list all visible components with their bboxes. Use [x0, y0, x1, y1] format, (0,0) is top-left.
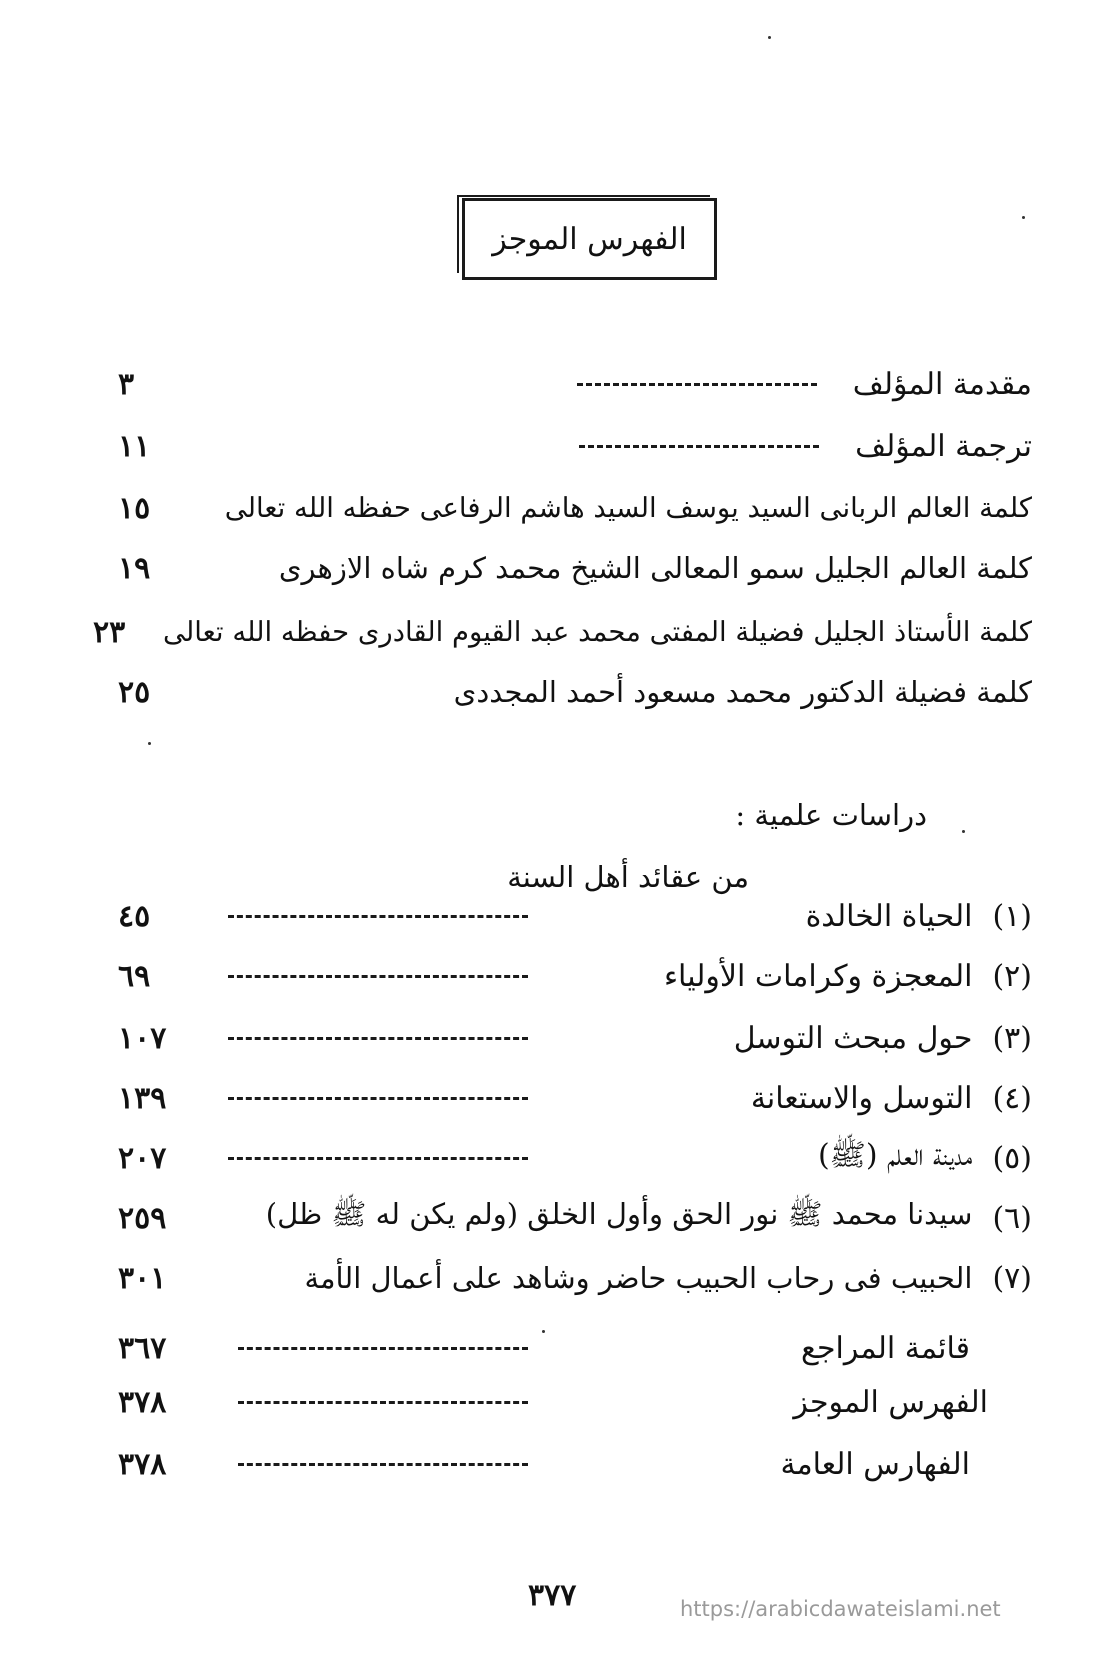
leader-dashes	[228, 1037, 528, 1040]
leader-dashes	[228, 975, 528, 978]
toc-entry-page: ٣	[118, 366, 135, 402]
toc-entry-label: كلمة العالم الجليل سمو المعالى الشيخ محمد كرم شاه الازهرى	[278, 551, 1032, 585]
scan-speck	[148, 742, 151, 745]
toc-section-label: المعجزة وكرامات الأولياء	[663, 958, 973, 994]
toc-entry-page: ١١	[118, 428, 151, 464]
toc-section-page: ٤٥	[118, 898, 151, 934]
toc-section-label: الحياة الخالدة	[805, 898, 973, 934]
toc-section-number: (١)	[992, 898, 1032, 934]
scan-speck	[542, 1330, 545, 1333]
toc-section-number: (٥)	[992, 1140, 1032, 1176]
toc-entry[interactable]	[118, 480, 1032, 536]
toc-entry-label: ترجمة المؤلف	[855, 428, 1032, 464]
toc-appendix-entry[interactable]	[118, 1436, 980, 1492]
toc-entry[interactable]	[92, 604, 1032, 660]
toc-section[interactable]	[118, 1250, 1032, 1306]
toc-appendix-label: الفهرس الموجز	[793, 1384, 988, 1420]
toc-appendix-page: ٣٦٧	[118, 1330, 167, 1366]
toc-section[interactable]	[118, 1190, 1032, 1246]
leader-dashes	[228, 1157, 528, 1160]
toc-entry-label: مقدمة المؤلف	[852, 366, 1032, 402]
toc-section-label: التوسل والاستعانة	[750, 1080, 973, 1116]
toc-appendix-label: قائمة المراجع	[800, 1330, 970, 1366]
leader-dashes	[577, 383, 817, 386]
toc-entry-page: ٢٥	[118, 674, 151, 710]
scan-speck	[768, 36, 771, 39]
toc-appendix-page: ٣٧٨	[118, 1446, 167, 1482]
toc-entry-page: ٢٣	[92, 614, 126, 650]
toc-appendix-page: ٣٧٨	[118, 1384, 167, 1420]
watermark-url: https://arabicdawateislami.net	[680, 1597, 1001, 1621]
toc-entry-label: كلمة الأستاذ الجليل فضيلة المفتى محمد عبد القيوم القادرى حفظه الله تعالى	[162, 616, 1032, 648]
page-title	[462, 198, 717, 280]
leader-dashes	[238, 1463, 528, 1466]
toc-section-number: (٧)	[992, 1260, 1032, 1296]
toc-appendix-entry[interactable]	[118, 1320, 980, 1376]
toc-section-number: (٣)	[992, 1020, 1032, 1056]
leader-dashes	[579, 445, 819, 448]
page-title-text: الفهرس الموجز	[492, 221, 687, 257]
leader-dashes	[228, 1097, 528, 1100]
toc-section[interactable]	[118, 1130, 1032, 1186]
section-heading: دراسات علمية :	[735, 798, 927, 832]
toc-section-page: ٢٠٧	[118, 1140, 167, 1176]
toc-entry[interactable]	[118, 540, 1032, 596]
leader-dashes	[238, 1401, 528, 1404]
toc-section-page: ١٠٧	[118, 1020, 167, 1056]
toc-entry-page: ١٥	[118, 490, 151, 526]
section-subheading: من عقائد أهل السنة	[507, 860, 749, 894]
toc-section[interactable]	[118, 1070, 1032, 1126]
toc-section-page: ٦٩	[118, 958, 151, 994]
leader-dashes	[228, 915, 528, 918]
toc-entry-label: كلمة فضيلة الدكتور محمد مسعود أحمد المجددى	[453, 675, 1032, 709]
toc-section-page: ٢٥٩	[118, 1200, 167, 1236]
toc-appendix-entry[interactable]	[118, 1374, 998, 1430]
toc-entry-label: كلمة العالم الربانى السيد يوسف السيد هاشم الرفاعى حفظه الله تعالى	[224, 492, 1032, 524]
toc-appendix-label: الفهارس العامة	[780, 1446, 970, 1482]
toc-section-page: ٣٠١	[118, 1260, 167, 1296]
toc-section-label: مدينة العلم (ﷺ)	[817, 1137, 973, 1173]
toc-section-label: الحبيب فى رحاب الحبيب حاضر وشاهد على أعمال الأمة	[304, 1261, 973, 1295]
toc-section-label: حول مبحث التوسل	[733, 1020, 973, 1056]
toc-section-number: (٤)	[992, 1080, 1032, 1116]
scan-speck	[1022, 216, 1025, 219]
toc-section-label: سيدنا محمد ﷺ نور الحق وأول الخلق (ولم يكن له ﷺ ظل)	[265, 1197, 973, 1231]
toc-entry-page: ١٩	[118, 550, 151, 586]
leader-dashes	[238, 1347, 528, 1350]
toc-section-page: ١٣٩	[118, 1080, 167, 1116]
toc-section-number: (٢)	[992, 958, 1032, 994]
scan-speck	[962, 830, 965, 833]
toc-section[interactable]	[118, 948, 1032, 1004]
toc-entry[interactable]	[118, 664, 1032, 720]
toc-entry[interactable]	[118, 356, 1032, 412]
toc-section[interactable]	[118, 1010, 1032, 1066]
page-number: ٣٧٧	[528, 1578, 577, 1613]
toc-section-number: (٦)	[992, 1200, 1032, 1236]
toc-entry[interactable]	[118, 418, 1032, 474]
toc-section[interactable]	[118, 888, 1032, 944]
